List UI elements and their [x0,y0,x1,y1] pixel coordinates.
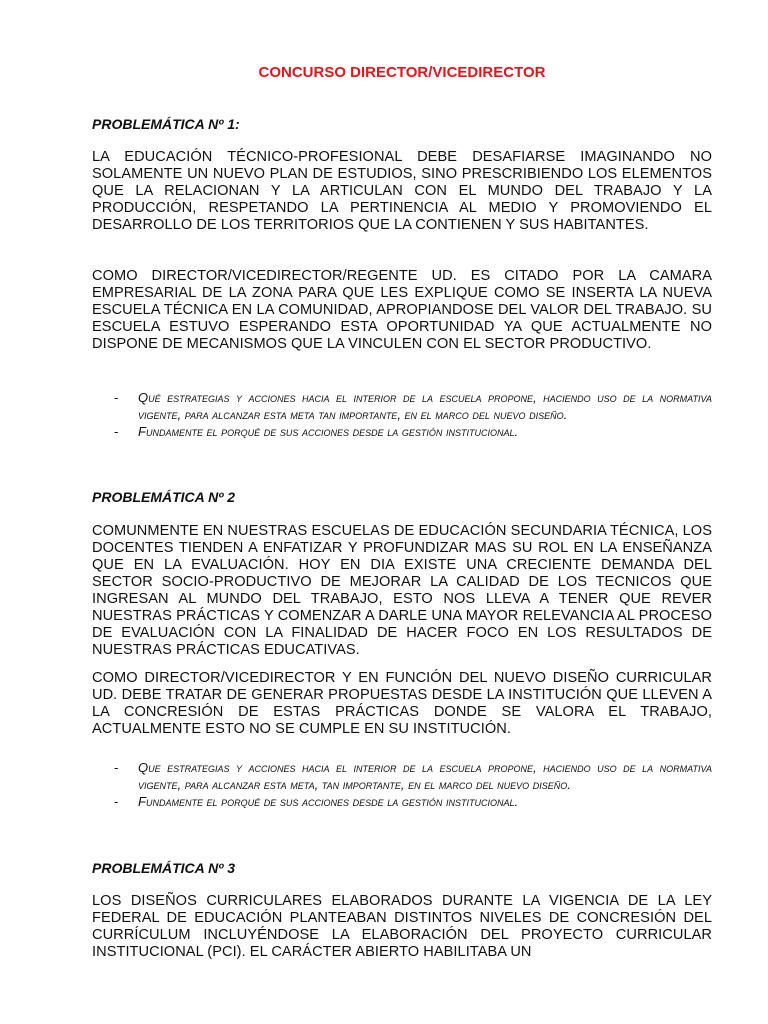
section-1-question-1 [114,389,712,423]
section-2-question-2 [114,793,712,810]
section-2-question-list [114,759,712,810]
section-2-heading: PROBLEMÁTICA Nº 2 [92,489,236,505]
section-1-question-1-text: Qué estrategias y acciones hacia el interior de la escuela propone, haciendo uso de la normativa vigente, para alcanzar esta meta tan importante, en el marco del nuevo diseño. [138,390,712,422]
section-2-question-2-text: Fundamente el porqué de sus acciones desde la gestión institucional. [138,794,519,809]
section-1-paragraph-2: COMO DIRECTOR/VICEDIRECTOR/REGENTE UD. ES CITADO POR LA CAMARA EMPRESARIAL DE LA ZONA PARA QUE LES EXPLIQUE COMO SE INSERTA LA NUEVA ESCUELA TÉCNICA EN LA COMUNIDAD, APROPIANDOSE DEL VALOR DEL TRABAJO. SU ESCUELA ESTUVO ESPERANDO ESTA OPORTUNIDAD YA QUE ACTUALMENTE NO DISPONE DE MECANISMOS QUE LA VINCULEN CON EL SECTOR PRODUCTIVO. [92,268,712,352]
section-2-paragraph-1: COMUNMENTE EN NUESTRAS ESCUELAS DE EDUCACIÓN SECUNDARIA TÉCNICA, LOS DOCENTES TIENDEN A ENFATIZAR Y PROFUNDIZAR MAS SU ROL EN LA ENSEÑANZA QUE EN LA EVALUACIÓN. HOY EN DIA EXISTE UNA CRECIENTE DEMANDA DEL SECTOR SOCIO-PRODUCTIVO DE MEJORAR LA CALIDAD DE LOS TECNICOS QUE INGRESAN AL MUNDO DEL TRABAJO, ESTO NOS LLEVA A TENER QUE REVER NUESTRAS PRÁCTICAS Y COMENZAR A DARLE UNA MAYOR RELEVANCIA AL PROCESO DE EVALUACIÓN CON LA FINALIDAD DE HACER FOCO EN LOS RESULTADOS DE NUESTRAS PRÁCTICAS EDUCATIVAS. [92,523,712,658]
section-1-question-2-text: Fundamente el porqué de sus acciones desde la gestión institucional. [138,424,519,439]
bullet-dash: - [114,390,119,405]
section-1-paragraph-1: LA EDUCACIÓN TÉCNICO-PROFESIONAL DEBE DESAFIARSE IMAGINANDO NO SOLAMENTE UN NUEVO PLAN DE ESTUDIOS, SINO PRESCRIBIENDO LOS ELEMENTOS QUE LA RELACIONAN Y LA ARTICULAN CON EL MUNDO DEL TRABAJO Y LA PRODUCCIÓN, RESPETANDO LA PERTINENCIA AL MEDIO Y PROMOVIENDO EL DESARROLLO DE LOS TERRITORIOS QUE LA CONTIENEN Y SUS HABITANTES. [92,149,712,233]
section-2-question-1-text: Que estrategias y acciones hacia el interior de la escuela propone, haciendo uso de la normativa vigente, para alcanzar esta meta, tan importante, en el marco del nuevo diseño. [138,760,712,792]
bullet-dash: - [114,760,119,775]
section-1-question-list [114,389,712,440]
section-2-question-1 [114,759,712,793]
bullet-dash: - [114,794,119,809]
section-3-heading: PROBLEMÁTICA Nº 3 [92,860,236,876]
document-title: CONCURSO DIRECTOR/VICEDIRECTOR [258,64,546,81]
section-2-paragraph-2: COMO DIRECTOR/VICEDIRECTOR Y EN FUNCIÓN DEL NUEVO DISEÑO CURRICULAR UD. DEBE TRATAR DE GENERAR PROPUESTAS DESDE LA INSTITUCIÓN QUE LLEVEN A LA CONCRESIÓN DE ESTAS PRÁCTICAS DONDE SE VALORA EL TRABAJO, ACTUALMENTE ESTO NO SE CUMPLE EN SU INSTITUCIÓN. [92,670,712,737]
bullet-dash: - [114,424,119,439]
section-1-question-2 [114,423,712,440]
section-3-paragraph-1: LOS DISEÑOS CURRICULARES ELABORADOS DURANTE LA VIGENCIA DE LA LEY FEDERAL DE EDUCACIÓN PLANTEABAN DISTINTOS NIVELES DE CONCRESIÓN DEL CURRÍCULUM INCLUYÉNDOSE LA ELABORACIÓN DEL PROYECTO CURRICULAR INSTITUCIONAL (PCI). EL CARÁCTER ABIERTO HABILITABA UN [92,893,712,960]
section-1-heading: PROBLEMÁTICA Nº 1: [92,116,240,132]
